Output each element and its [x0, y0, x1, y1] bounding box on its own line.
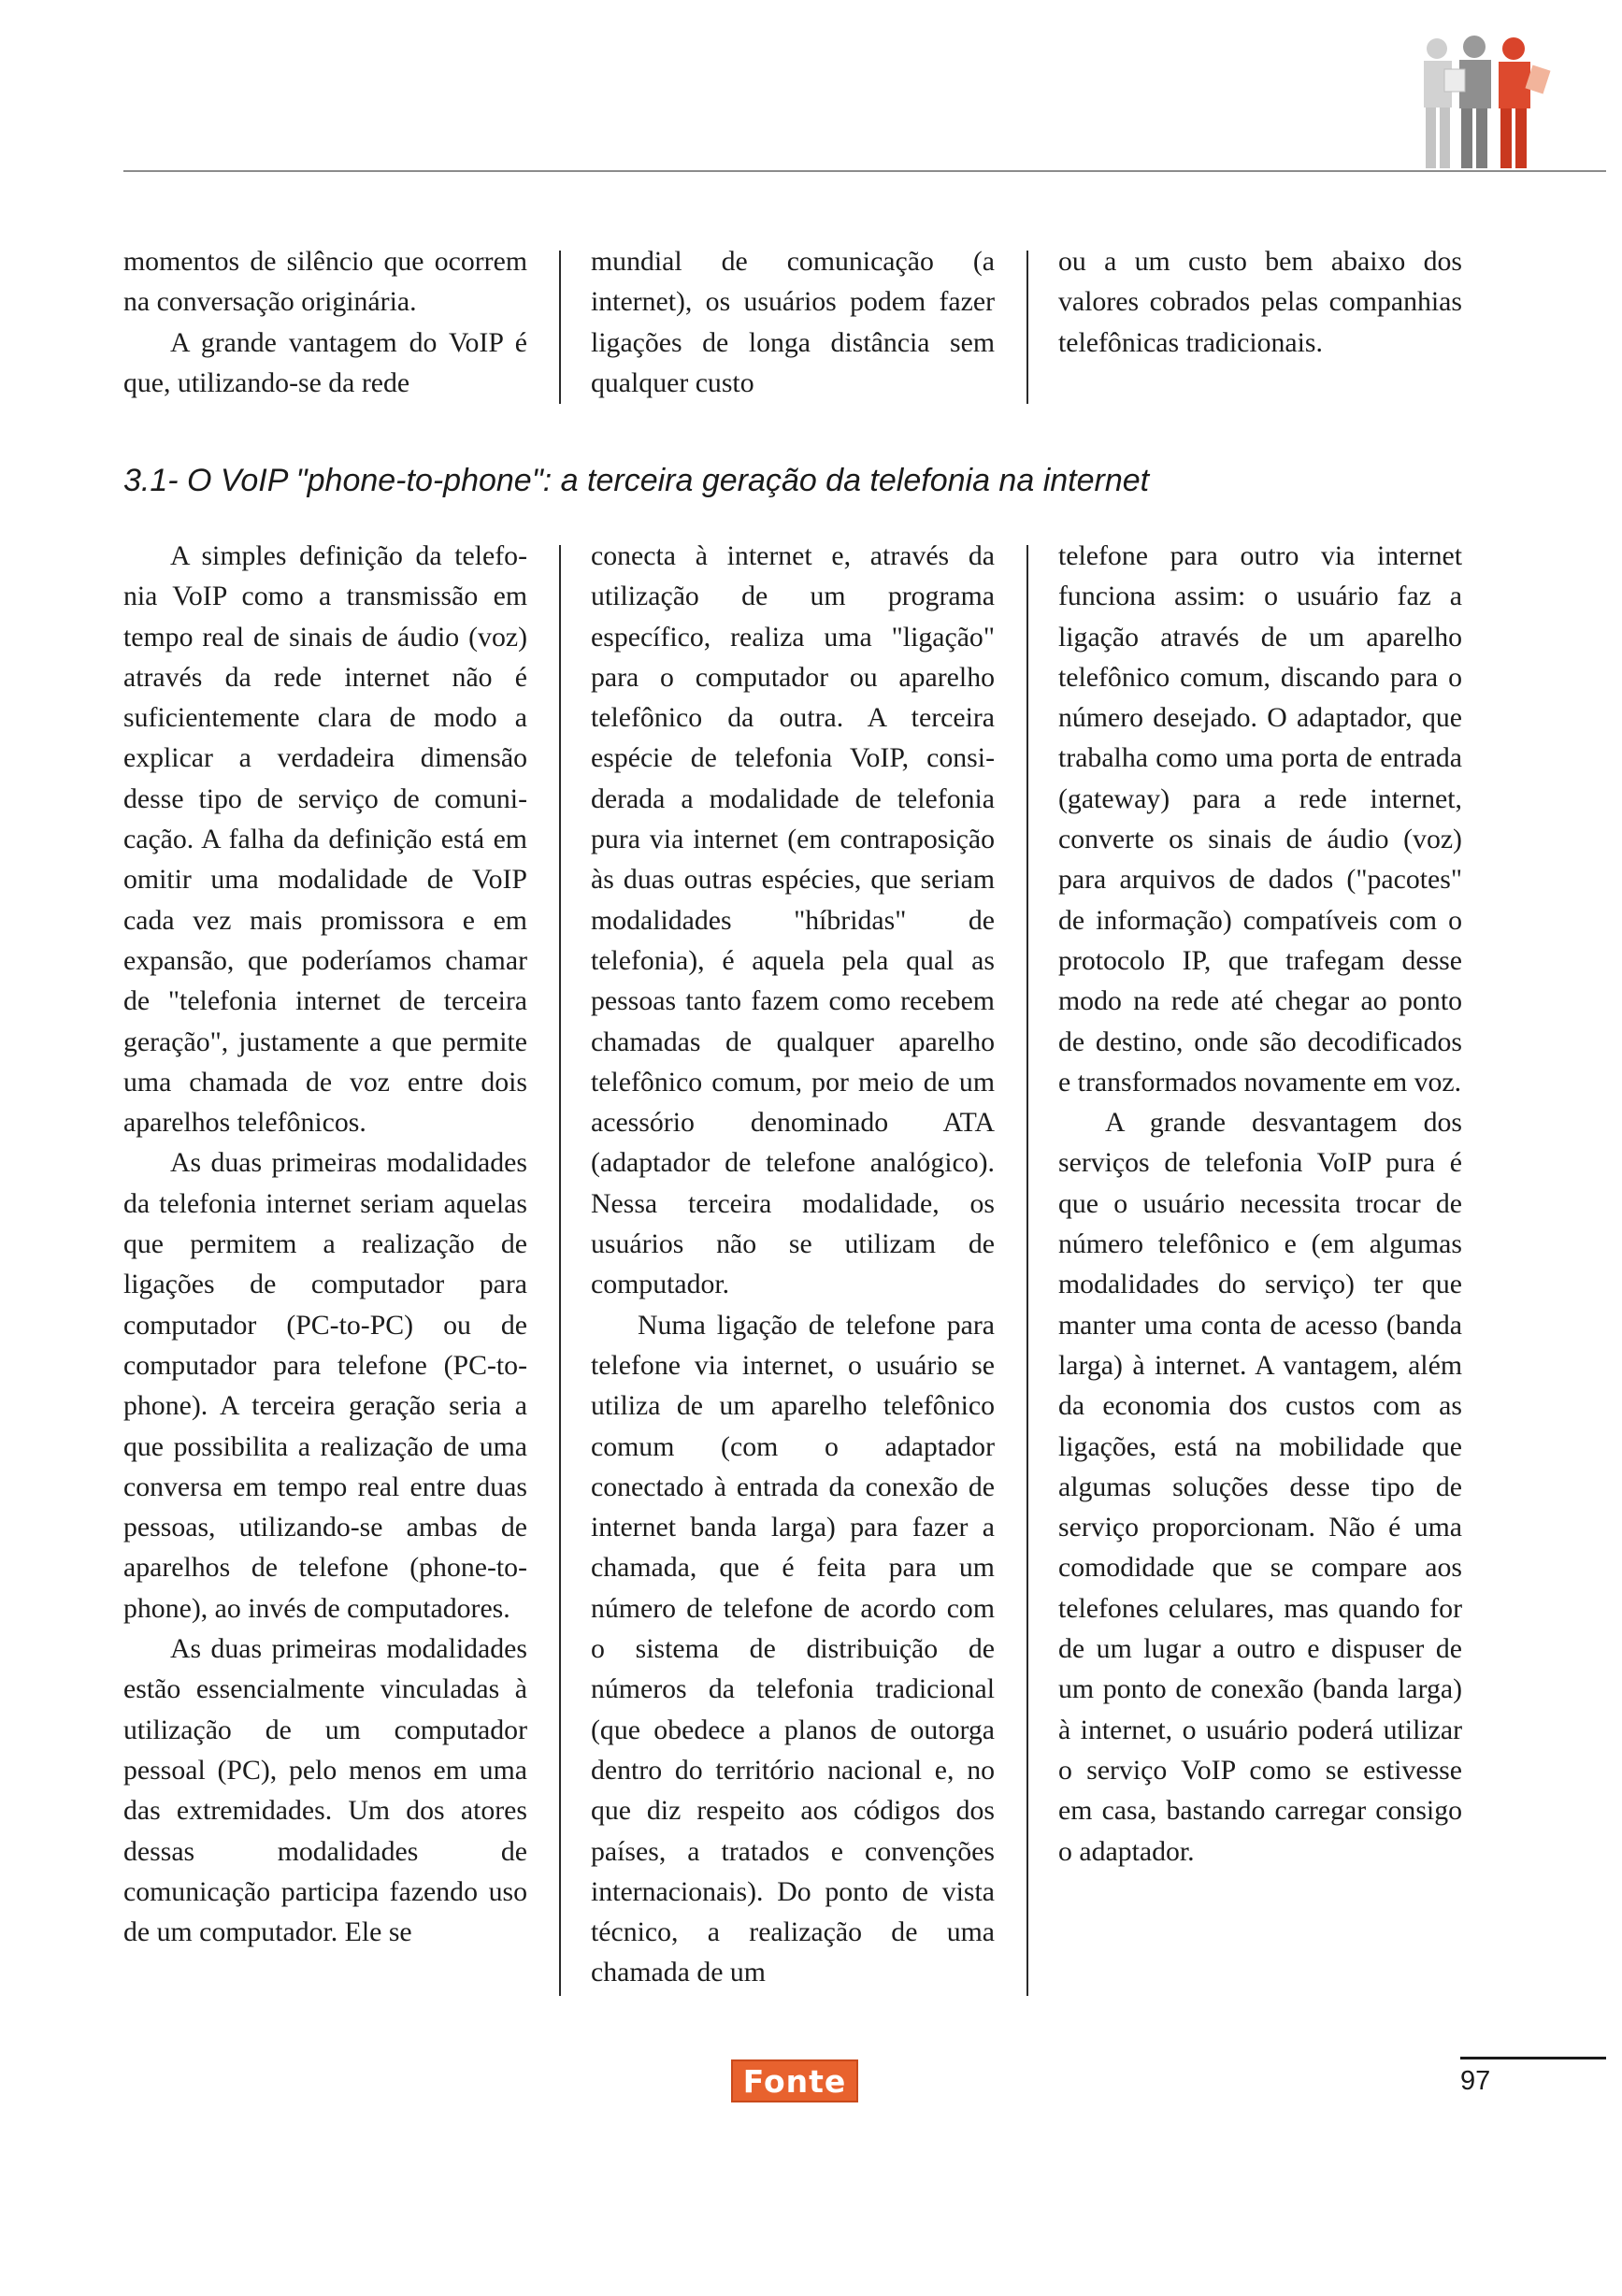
top-column-1	[123, 241, 527, 403]
paragraph: ou a um custo bem abaixo dos valores cobrados pelas companhias telefônicas tradicionais.	[1058, 246, 1462, 358]
page-number: 97	[1460, 2066, 1491, 2096]
section-heading: 3.1- O VoIP "phone-to-phone": a terceira geração da telefonia na internet	[123, 463, 1150, 498]
fonte-logo-text: Fonte	[742, 2062, 847, 2100]
column-divider	[559, 251, 561, 404]
paragraph: mundial de comunicação (a internet), os usuários podem fazer ligações de longa distância sem qualquer custo	[591, 246, 995, 398]
paragraph: As duas primeiras modalidades da telefonia internet seriam aquelas que permitem a realização de ligações de computador para computador (PC-to-PC) ou de computador para telefone (PC-to-phone). A terceira geração seria a que possibilita a realização de uma conversa em tempo real entre duas pessoas, utilizando-se ambas de aparelhos de telefone (phone-to-phone), ao invés de computadores.	[123, 1147, 527, 1624]
paragraph: Numa ligação de telefone para telefone via internet, o usuário se utiliza de um aparelho telefônico comum (com o adaptador conectado à entrada da conexão de internet banda larga) para fazer a chamada, que é feita para um número de telefone de acordo com o sistema de distribuição de números da telefonia tradicional (que obedece a planos de outorga dentro do território nacional e, no que diz respeito aos códigos dos países, a tratados e convenções internacionais). Do ponto de vista técnico, a realização de uma chamada de um	[591, 1309, 995, 1988]
fonte-logo-badge	[731, 2059, 858, 2102]
column-divider	[1026, 251, 1028, 404]
footer-rule	[1460, 2057, 1606, 2059]
article-column-3	[1058, 536, 1462, 1872]
paragraph: A grande vantagem do VoIP é que, utilizando-se da rede	[123, 326, 527, 398]
column-divider	[559, 545, 561, 1996]
header-rule	[123, 170, 1606, 172]
paragraph: A simples definição da telefonia VoIP como a transmissão em tempo real de sinais de áudio (voz) através da rede internet não é suficientemente clara de modo a explicar a verdadeira dimensão desse tipo de serviço de comunicação. A falha da definição está em omitir uma modalidade de VoIP cada vez mais promissora e em expansão, que poderíamos chamar de "telefonia internet de terceira geração", justamente a que permite uma chamada de voz entre dois aparelhos telefônicos.	[123, 540, 527, 1139]
paragraph: conecta à internet e, através da utilização de um programa específico, realiza uma "ligação" para o computador ou aparelho telefônico da outra. A terceira espécie de telefonia VoIP, considerada a modalidade de telefonia pura via internet (em contraposição às duas outras espécies, que seriam modalidades "híbridas" de telefonia), é aquela pela qual as pessoas tanto fazem como recebem chamadas de qualquer aparelho telefônico comum, por meio de um acessório denominado ATA (adaptador de telefone analógico). Nessa terceira modalidade, os usuários não se utilizam de computador.	[591, 540, 995, 1300]
paragraph: momentos de silêncio que ocorrem na conversação originária.	[123, 246, 527, 318]
top-column-2	[591, 241, 995, 403]
column-divider	[1026, 545, 1028, 1996]
article-column-2	[591, 536, 995, 1993]
paragraph: telefone para outro via internet funciona assim: o usuário faz a ligação através de um aparelho telefônico comum, discando para o número desejado. O adaptador, que trabalha como uma porta de entrada (gateway) para a rede internet, converte os sinais de áudio (voz) para arquivos de dados ("pacotes" de informação) compatíveis com o protocolo IP, que trafegam desse modo na rede até chegar ao ponto de destino, onde são decodificados e transformados novamente em voz.	[1058, 540, 1462, 1098]
people-figures-icon	[1416, 36, 1566, 176]
paragraph: A grande desvantagem dos serviços de telefonia VoIP pura é que o usuário necessita trocar de número telefônico e (em algumas modalidades do serviço) ter que manter uma conta de acesso (banda larga) à internet. A vantagem, além da economia dos custos com as ligações, está na mobilidade que algumas soluções desse tipo de serviço proporcionam. Não é uma comodidade que se compare aos telefones celulares, mas quando for de um lugar a outro e dispuser de um ponto de conexão (banda larga) à internet, o usuário poderá utilizar o serviço VoIP como se estivesse em casa, bastando carregar consigo o adaptador.	[1058, 1107, 1462, 1867]
paragraph: As duas primeiras modalidades estão essencialmente vinculadas à utilização de um computador pessoal (PC), pelo menos em uma das extremidades. Um dos atores dessas modalidades de comunicação participa fazendo uso de um computador. Ele se	[123, 1633, 527, 1948]
article-column-1	[123, 536, 527, 1952]
top-column-3	[1058, 241, 1462, 363]
